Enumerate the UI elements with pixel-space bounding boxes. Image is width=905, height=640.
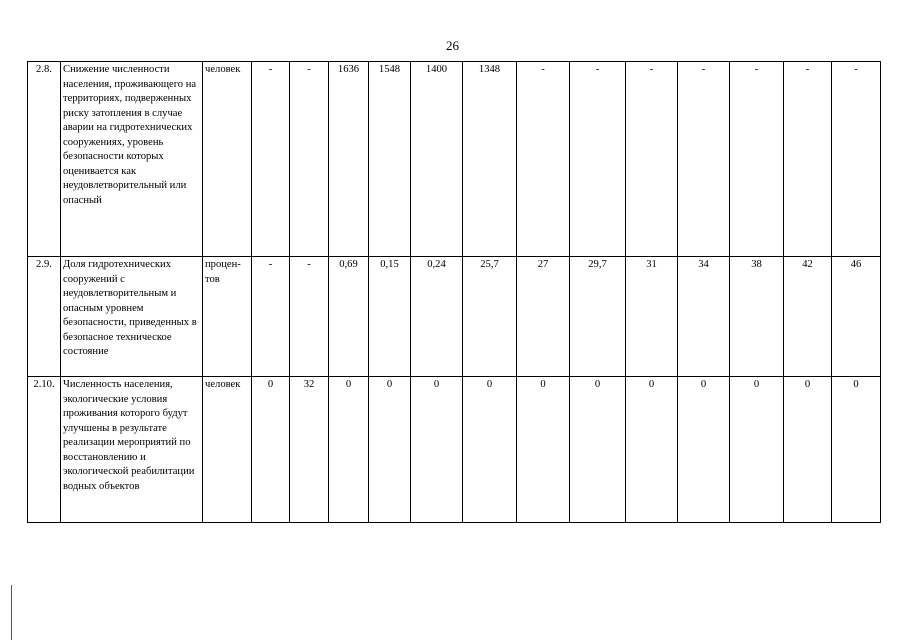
value-cell: 0 [832,377,881,523]
table-row [28,62,881,257]
value-cell: 25,7 [463,257,517,377]
unit-of-measure: процен-тов [203,257,252,377]
value-cell: 0,24 [411,257,463,377]
value-cell: 32 [290,377,329,523]
row-number: 2.8. [28,62,61,257]
value-cell: - [517,62,570,257]
value-cell: - [678,62,730,257]
value-cell: 1636 [329,62,369,257]
value-cell: - [252,62,290,257]
table-row [28,257,881,377]
value-cell: 1548 [369,62,411,257]
unit-of-measure: человек [203,62,252,257]
value-cell: - [290,62,329,257]
value-cell: 0 [369,377,411,523]
table-row [28,377,881,523]
unit-of-measure: человек [203,377,252,523]
value-cell: 0,69 [329,257,369,377]
scan-margin-mark [11,585,12,640]
value-cell: 31 [626,257,678,377]
indicator-name: Численность населения, экологические условия проживания которого будут улучшены в результате реализации мероприятий по восстановлению и экологической реабилитации водных объектов [61,377,203,523]
value-cell: - [784,62,832,257]
value-cell: 34 [678,257,730,377]
value-cell: 0 [463,377,517,523]
value-cell: - [570,62,626,257]
value-cell: - [832,62,881,257]
value-cell: 0,15 [369,257,411,377]
value-cell: 42 [784,257,832,377]
value-cell: 0 [678,377,730,523]
value-cell: 38 [730,257,784,377]
value-cell: 27 [517,257,570,377]
value-cell: 0 [411,377,463,523]
indicator-name: Доля гидротехнических сооружений с неудовлетворительным и опасным уровнем безопасности, приведенных в безопасное техническое состояние [61,257,203,377]
value-cell: 0 [329,377,369,523]
page-number: 26 [446,38,459,53]
value-cell: - [290,257,329,377]
row-number: 2.9. [28,257,61,377]
value-cell: 29,7 [570,257,626,377]
row-number: 2.10. [28,377,61,523]
indicator-table [27,61,881,523]
value-cell: 0 [626,377,678,523]
value-cell: 0 [784,377,832,523]
value-cell: 0 [730,377,784,523]
indicator-name: Снижение численности населения, проживающего на территориях, подверженных риску затопления в случае аварии на гидротехнических сооружениях, уровень безопасности которых оценивается как неудовлетворительный или опасный [61,62,203,257]
value-cell: 46 [832,257,881,377]
value-cell: 0 [517,377,570,523]
value-cell: 1348 [463,62,517,257]
value-cell: 0 [252,377,290,523]
value-cell: 0 [570,377,626,523]
value-cell: - [252,257,290,377]
value-cell: - [626,62,678,257]
value-cell: - [730,62,784,257]
value-cell: 1400 [411,62,463,257]
